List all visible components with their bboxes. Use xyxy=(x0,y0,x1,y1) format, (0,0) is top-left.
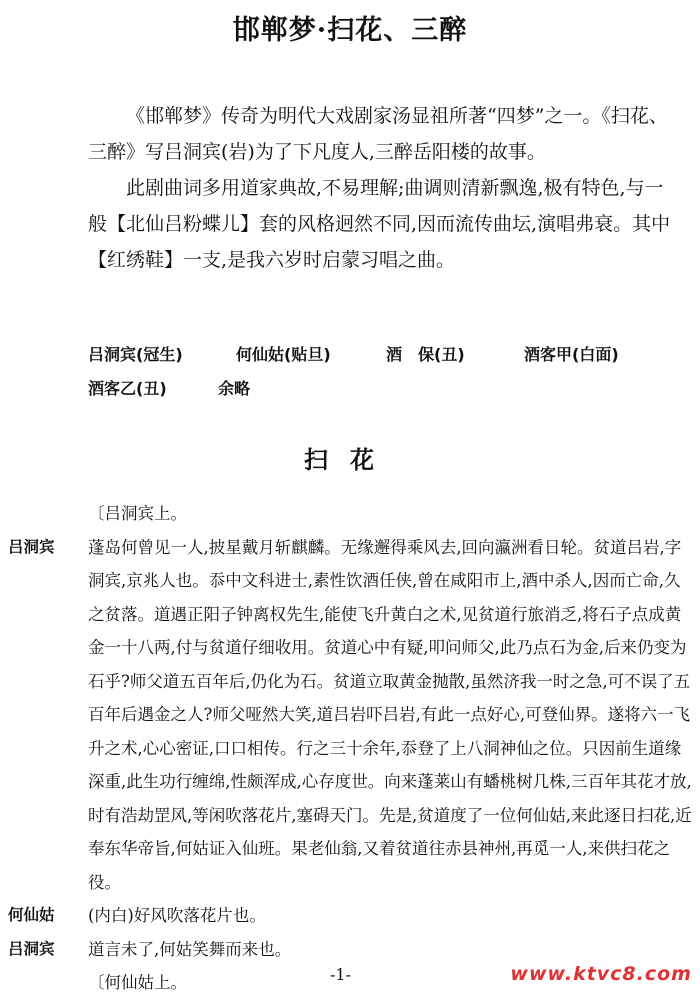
cast-member: 酒客乙(丑) xyxy=(88,379,167,398)
page-number: -1- xyxy=(330,965,351,984)
speaker-name: 吕洞宾 xyxy=(8,939,55,958)
stage-direction-text: 〔吕洞宾上。 xyxy=(88,504,187,523)
intro-paragraph-1: 《邯郸梦》传奇为明代大戏剧家汤显祖所著“四梦”之一。《扫花、三醉》写吕洞宾(岩)为了下凡度人,三醉岳阳楼的故事。 xyxy=(88,105,668,163)
stage-direction-text: 〔何仙姑上。 xyxy=(88,973,187,992)
watermark-url: www.ktvc8.com xyxy=(510,963,692,985)
intro-paragraph-2: 此剧曲词多用道家典故,不易理解;曲调则清新飘逸,极有特色,与一般【北仙吕粉蝶儿】套的风格迥然不同,因而流传曲坛,演唱弗衰。其中【红绣鞋】一支,是我六岁时启蒙习唱之曲。 xyxy=(88,177,671,271)
script-body xyxy=(8,497,694,1000)
cast-member: 酒客甲(白面) xyxy=(524,345,619,364)
section-title: 扫花 xyxy=(304,445,396,474)
cast-row-2 xyxy=(88,372,678,406)
speech-line xyxy=(8,933,694,967)
speech-text: 道言未了,何姑笑舞而来也。 xyxy=(88,939,292,959)
cast-member: 吕洞宾(冠生) xyxy=(88,345,183,364)
page-title: 邯郸梦·扫花、三醉 xyxy=(232,15,468,46)
intro xyxy=(88,98,680,278)
stage-direction xyxy=(8,497,694,531)
speech-line xyxy=(8,899,694,933)
speech-line xyxy=(8,531,694,900)
cast-row-1 xyxy=(88,338,678,372)
cast-list xyxy=(88,338,678,406)
speech-text: (内白)好风吹落花片也。 xyxy=(88,906,266,925)
cast-member: 酒 保(丑) xyxy=(386,345,465,364)
cast-member: 何仙姑(贴旦) xyxy=(236,345,331,364)
cast-note: 余略 xyxy=(218,379,251,398)
speaker-name: 何仙姑 xyxy=(8,906,55,924)
speech-text: 蓬岛何曾见一人,披星戴月斩麒麟。无缘邂得乘风去,回向瀛洲看日轮。贫道吕岩,字洞宾,京兆人也。忝中文科进士,素性饮酒任侠,曾在咸阳市上,酒中杀人,因而亡命,久之贫落。道遇正阳子钟离权先生,能使飞升黄白之术,见贫道行旅消乏,将石子点成黄金一十八两,付与贫道仔细收用。贫道心中有疑,叩问师父,此乃点石为金,后来仍变为石乎?师父道五百年后,仍化为石。贫道立取黄金抛散,虽然济我一时之急,可不误了五百年后遇金之人?师父哑然大笑,道吕岩吓吕岩,有此一点好心,可登仙界。遂将六一飞升之术,心心密证,口口相传。行之三十余年,忝登了上八洞神仙之位。只因前生道缘深重,此生功行缠绵,性颇浑成,心存度世。向来蓬莱山有蟠桃树几株,三百年其花才放,时有浩劫罡风,等闲吹落花片,塞碍天门。先是,贫道度了一位何仙姑,来此逐日扫花,近奉东华帝旨,何姑证入仙班。果老仙翁,又着贫道往赤县神州,再觅一人,来供扫花之役。 xyxy=(88,537,692,892)
speaker-name: 吕洞宾 xyxy=(8,537,55,556)
